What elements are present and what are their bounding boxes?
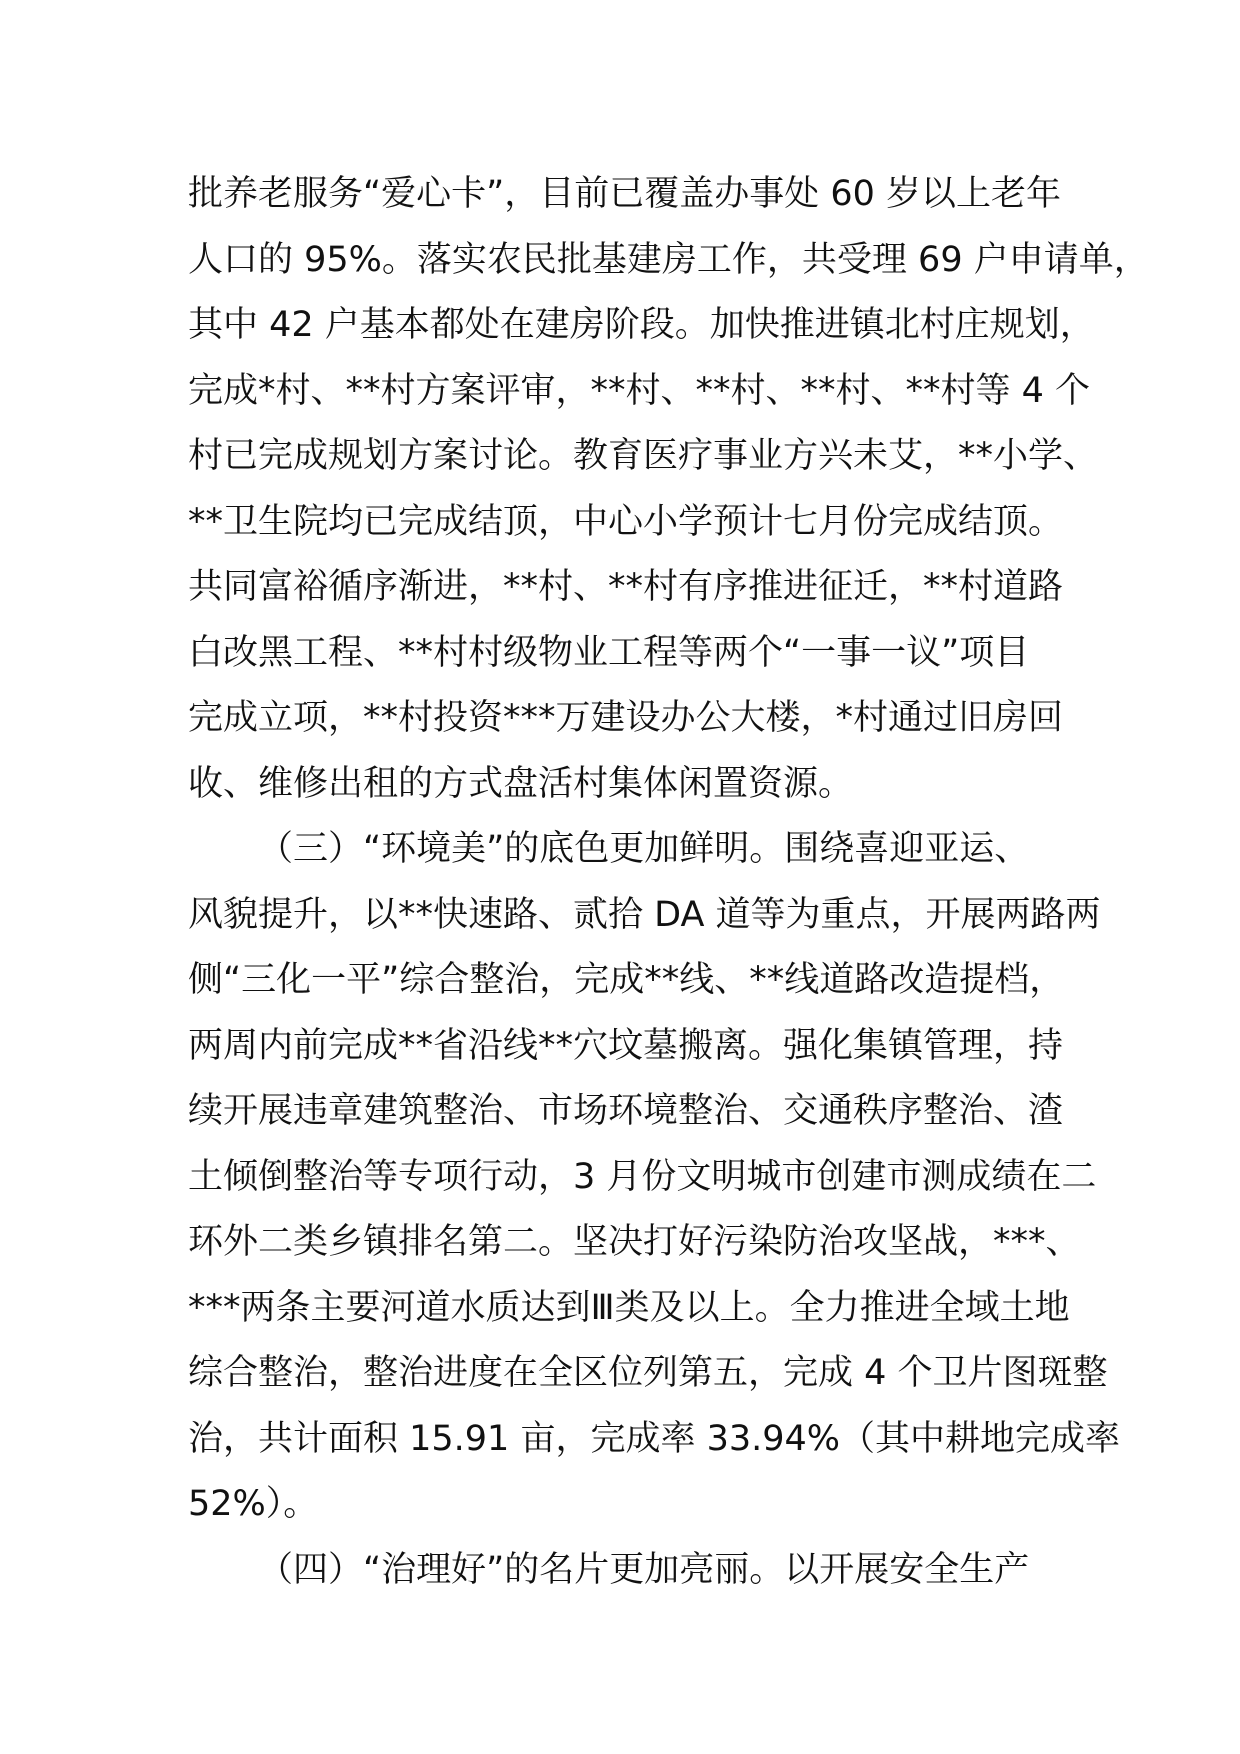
text-line: 综合整治，整治进度在全区位列第五，完成 4 个卫片图斑整 bbox=[188, 1353, 1108, 1393]
text-line: 完成立项，**村投资***万建设办公大楼，*村通过旧房回 bbox=[188, 698, 1064, 738]
text-line: 共同富裕循序渐进，**村、**村有序推进征迁，**村道路 bbox=[188, 567, 1064, 607]
text-line: 两周内前完成**省沿线**穴坟墓搬离。强化集镇管理，持 bbox=[188, 1025, 1064, 1066]
text-line: 人口的 95%。落实农民批基建房工作，共受理 69 户申请单， bbox=[188, 239, 1149, 280]
text-line: 收、维修出租的方式盘活村集体闲置资源。 bbox=[188, 763, 854, 804]
body-text bbox=[188, 162, 1149, 1603]
text-line: 续开展违章建筑整治、市场环境整治、交通秩序整治、渣 bbox=[188, 1091, 1064, 1131]
text-line: 完成*村、**村方案评审，**村、**村、**村、**村等 4 个 bbox=[188, 370, 1091, 411]
text-line: 治，共计面积 15.91 亩，完成率 33.94%（其中耕地完成率 bbox=[188, 1418, 1121, 1459]
text-line: ***两条主要河道水质达到Ⅲ类及以上。全力推进全域土地 bbox=[188, 1287, 1070, 1328]
text-line: 白改黑工程、**村村级物业工程等两个“一事一议”项目 bbox=[188, 632, 1030, 673]
text-line: 环外二类乡镇排名第二。坚决打好污染防治攻坚战，***、 bbox=[188, 1222, 1081, 1262]
text-line: **卫生院均已完成结顶，中心小学预计七月份完成结顶。 bbox=[188, 501, 1064, 542]
text-line: 批养老服务“爱心卡”，目前已覆盖办事处 60 岁以上老年 bbox=[188, 174, 1062, 214]
section-heading-line: （三）“环境美”的底色更加鲜明。围绕喜迎亚运、 bbox=[258, 829, 1030, 869]
text-line: 村已完成规划方案讨论。教育医疗事业方兴未艾，**小学、 bbox=[188, 436, 1099, 476]
text-line: 52%）。 bbox=[188, 1484, 319, 1524]
text-line: 其中 42 户基本都处在建房阶段。加快推进镇北村庄规划， bbox=[188, 305, 1095, 345]
section-heading-line: （四）“治理好”的名片更加亮丽。以开展安全生产 bbox=[258, 1549, 1030, 1590]
text-line: 风貌提升，以**快速路、贰拾 DA 道等为重点，开展两路两 bbox=[188, 894, 1101, 935]
text-line: 侧“三化一平”综合整治，完成**线、**线道路改造提档， bbox=[188, 960, 1065, 1000]
text-line: 土倾倒整治等专项行动，3 月份文明城市创建市测成绩在二 bbox=[188, 1156, 1097, 1197]
